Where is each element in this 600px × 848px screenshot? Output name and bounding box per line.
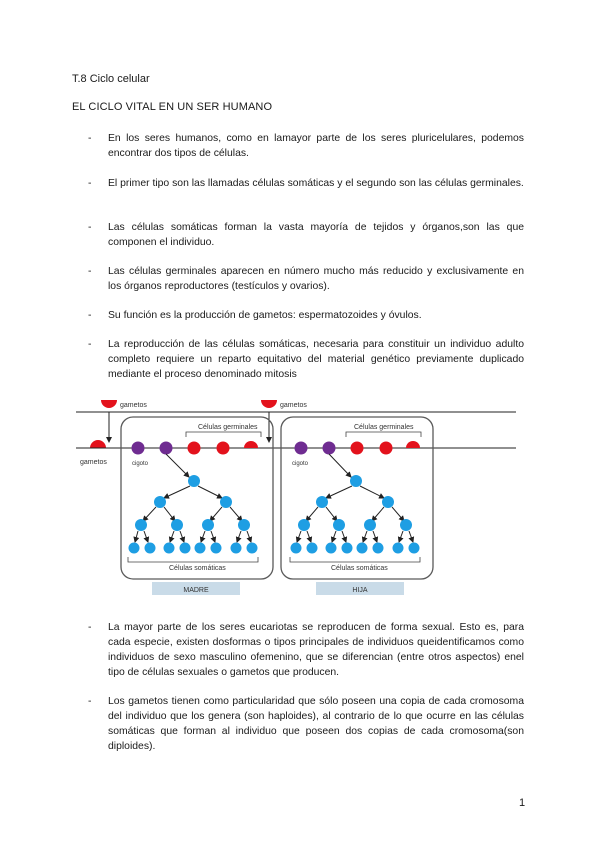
hija-label: HIJA bbox=[352, 587, 368, 594]
cigoto-label-right: cigoto bbox=[292, 461, 309, 467]
section-title: EL CICLO VITAL EN UN SER HUMANO bbox=[72, 101, 273, 113]
cigoto-cell bbox=[160, 442, 173, 455]
bullet-text: Su función es la producción de gametos: espermatozoides y óvulos. bbox=[108, 310, 422, 321]
bullet-text: La reproducción de las células somáticas, necesaria para constituir un individuo adulto completo requiere un reparto equitativo del material genético previamente duplicado mediante el proceso denominado mitosis bbox=[108, 339, 524, 380]
germinal-cell bbox=[380, 442, 393, 455]
germinal-half-cell bbox=[244, 441, 258, 448]
germinal-cell bbox=[188, 442, 201, 455]
life-cycle-diagram bbox=[76, 392, 516, 602]
somaticas-label-left: Células somáticas bbox=[169, 565, 226, 572]
bullet-text: Los gametos tienen como particularidad que sólo poseen una copia de cada cromosoma del individuo que los genera (son haploides), al contrario de lo que ocurre en las células somáticas que forman al individuo que poseen dos copias de cada cromosoma(son diploides). bbox=[108, 696, 524, 752]
gamete-cell-top-right bbox=[261, 400, 277, 408]
germinal-cell bbox=[217, 442, 230, 455]
bullet-text: Las células germinales aparecen en número mucho más reducido y exclusivamente en los órganos reproductores (testículos y ovarios). bbox=[108, 266, 524, 292]
germinal-cell bbox=[351, 442, 364, 455]
bullet-text: En los seres humanos, como en lamayor parte de los seres pluricelulares, podemos encontrar dos tipos de células. bbox=[108, 133, 524, 159]
chapter-title: T.8 Ciclo celular bbox=[72, 73, 150, 85]
bullet-dash: - bbox=[88, 696, 92, 707]
bullet-dash: - bbox=[88, 339, 92, 350]
gamete-cell-top-left bbox=[101, 400, 117, 408]
diagram-svg bbox=[76, 392, 516, 602]
gametos-label-top-right: gametos bbox=[280, 402, 307, 409]
daughter-box bbox=[281, 417, 433, 579]
madre-label: MADRE bbox=[183, 587, 209, 594]
cigoto-label-left: cigoto bbox=[132, 461, 149, 467]
bullet-dash: - bbox=[88, 178, 92, 189]
cigoto-cell bbox=[295, 442, 308, 455]
gametos-label-top-left: gametos bbox=[120, 402, 147, 409]
germinal-half-cell bbox=[406, 441, 420, 448]
bullet-dash: - bbox=[88, 133, 92, 144]
bullet-dash: - bbox=[88, 222, 92, 233]
bullet-text: La mayor parte de los seres eucariotas se reproducen de forma sexual. Esto es, para cada especie, existen dosformas o tipos principales de individuos queidentificamos como individuos de sexo masculino ofemenino, que se diferencian (entre otros aspectos) enel tipo de células sexuales o gametos que producen. bbox=[108, 622, 524, 678]
gametos-label-left: gametos bbox=[80, 459, 107, 466]
cigoto-cell bbox=[323, 442, 336, 455]
bullet-dash: - bbox=[88, 266, 92, 277]
mitosis-tree-left bbox=[129, 454, 258, 554]
germinales-label-right: Células germinales bbox=[354, 424, 414, 431]
gamete-cell-left bbox=[90, 440, 106, 448]
bullet-text: Las células somáticas forman la vasta mayoría de tejidos y órganos,son las que componen el individuo. bbox=[108, 222, 524, 248]
page-number: 1 bbox=[519, 797, 526, 809]
bullet-dash: - bbox=[88, 310, 92, 321]
somaticas-label-right: Células somáticas bbox=[331, 565, 388, 572]
cigoto-cell bbox=[132, 442, 145, 455]
bullet-text: El primer tipo son las llamadas células somáticas y el segundo son las células germinales. bbox=[108, 178, 524, 189]
bullet-dash: - bbox=[88, 622, 92, 633]
germinales-label-left: Células germinales bbox=[198, 424, 258, 431]
mitosis-tree-right bbox=[291, 454, 420, 554]
